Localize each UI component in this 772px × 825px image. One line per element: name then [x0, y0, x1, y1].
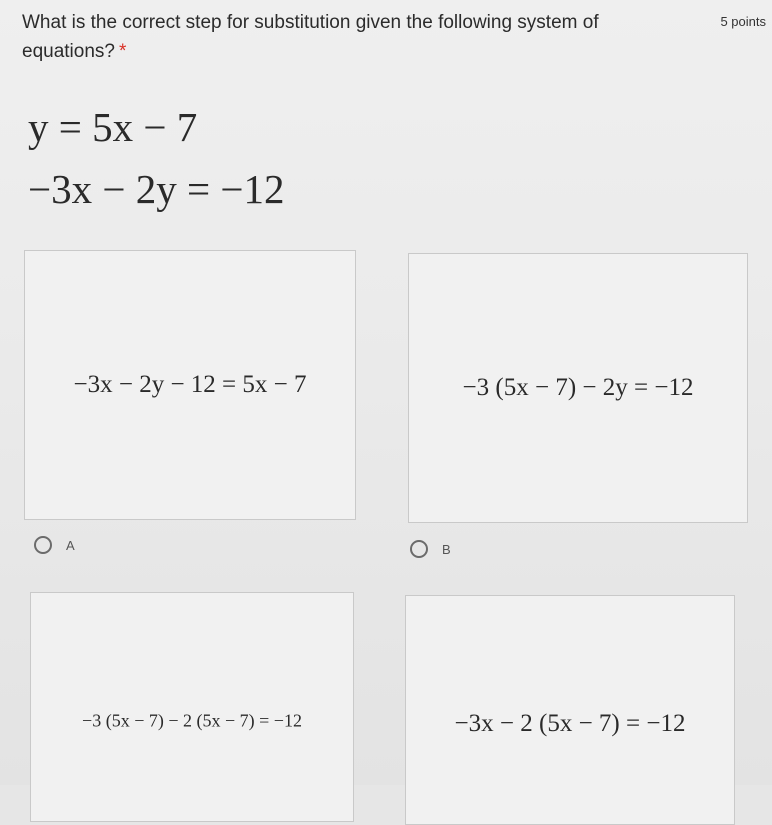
choice-a-option[interactable] [34, 536, 75, 554]
choice-b-equation: −3 (5x − 7) − 2y = −12 [462, 374, 694, 401]
equation-system [28, 96, 285, 220]
equation-1: y = 5x − 7 [28, 104, 198, 150]
choice-d-image[interactable] [405, 595, 735, 825]
equation-2: −3x − 2y = −12 [28, 166, 285, 212]
radio-b[interactable] [410, 540, 428, 558]
choice-b-option[interactable] [410, 540, 451, 558]
choice-b-image[interactable] [408, 253, 748, 523]
choice-d-equation: −3x − 2 (5x − 7) = −12 [454, 710, 686, 737]
choice-a-letter: A [66, 537, 75, 553]
question-title [22, 8, 682, 66]
points-label: 5 points [720, 14, 766, 29]
choice-a-equation: −3x − 2y − 12 = 5x − 7 [73, 371, 307, 398]
choice-a-image[interactable] [24, 250, 356, 520]
radio-a[interactable] [34, 536, 52, 554]
choice-b-letter: B [442, 541, 451, 557]
choice-c-equation: −3 (5x − 7) − 2 (5x − 7) = −12 [82, 710, 302, 731]
question-text: What is the correct step for substitution given the following system of equations? [22, 12, 599, 62]
required-marker: * [118, 41, 127, 62]
choice-c-image[interactable] [30, 592, 354, 822]
